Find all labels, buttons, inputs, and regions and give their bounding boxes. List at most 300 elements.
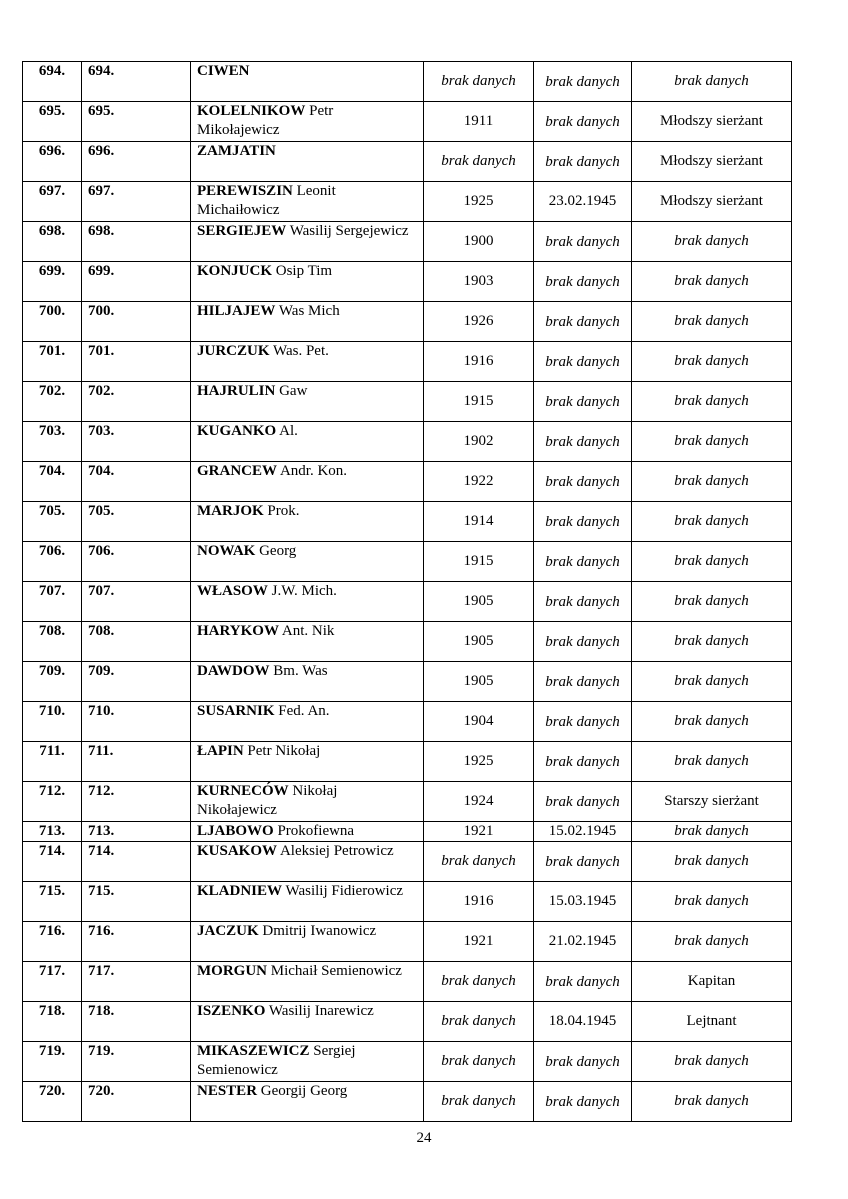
cell-birth-year	[424, 962, 534, 1002]
given-names: Prok.	[267, 503, 300, 519]
death-date: 15.03.1945	[548, 893, 617, 909]
table-row	[23, 1042, 792, 1082]
death-date: brak danych	[545, 73, 620, 90]
death-date: brak danych	[545, 313, 620, 330]
table-row	[23, 782, 792, 822]
table-row	[23, 922, 792, 962]
cell-birth-year	[424, 782, 534, 822]
given-names: Dmitrij Iwanowicz	[262, 923, 377, 939]
cell-number: 706.	[82, 542, 191, 582]
cell-name	[191, 262, 424, 302]
cell-number: 712.	[82, 782, 191, 822]
records-table-body	[23, 62, 792, 1122]
birth-year: 1915	[463, 393, 494, 409]
cell-number: 703.	[82, 422, 191, 462]
surname: KLADNIEW	[197, 883, 283, 899]
surname: SUSARNIK	[197, 703, 275, 719]
given-names: Gaw	[279, 383, 308, 399]
rank: brak danych	[674, 513, 749, 529]
given-names: Was. Pet.	[273, 343, 329, 359]
rank: Starszy sierżant	[664, 793, 759, 809]
birth-year: brak danych	[441, 1053, 516, 1069]
cell-number: 697.	[82, 182, 191, 222]
cell-birth-year	[424, 422, 534, 462]
death-date: brak danych	[545, 153, 620, 170]
cell-number: 696.	[82, 142, 191, 182]
cell-death-date	[534, 662, 632, 702]
rank: Młodszy sierżant	[660, 113, 763, 129]
cell-name	[191, 422, 424, 462]
rank: brak danych	[674, 713, 749, 729]
birth-year: 1914	[463, 513, 494, 529]
cell-rank	[632, 662, 792, 702]
cell-birth-year	[424, 382, 534, 422]
rank: brak danych	[674, 233, 749, 249]
birth-year: 1911	[463, 113, 494, 129]
cell-rank	[632, 382, 792, 422]
rank: brak danych	[674, 353, 749, 369]
cell-ordinal: 719.	[23, 1042, 82, 1082]
cell-ordinal: 716.	[23, 922, 82, 962]
cell-death-date	[534, 822, 632, 842]
death-date: brak danych	[545, 593, 620, 610]
surname: NOWAK	[197, 543, 256, 559]
given-names: Petr Mikołajewicz	[197, 103, 334, 138]
cell-rank	[632, 502, 792, 542]
cell-rank	[632, 1082, 792, 1122]
table-row	[23, 62, 792, 102]
given-names: Wasilij Fidierowicz	[285, 883, 404, 899]
rank: brak danych	[674, 313, 749, 329]
birth-year: 1921	[463, 933, 494, 949]
cell-death-date	[534, 182, 632, 222]
rank: brak danych	[674, 673, 749, 689]
cell-death-date	[534, 1002, 632, 1042]
rank: Lejtnant	[686, 1013, 737, 1029]
cell-death-date	[534, 462, 632, 502]
birth-year: 1905	[463, 673, 494, 689]
cell-ordinal: 697.	[23, 182, 82, 222]
death-date: brak danych	[545, 353, 620, 370]
cell-rank	[632, 702, 792, 742]
cell-ordinal: 694.	[23, 62, 82, 102]
birth-year: brak danych	[441, 973, 516, 989]
death-date: brak danych	[545, 753, 620, 770]
cell-number: 709.	[82, 662, 191, 702]
table-row	[23, 102, 792, 142]
table-row	[23, 342, 792, 382]
given-names: Wasilij Sergejewicz	[289, 223, 409, 239]
cell-rank	[632, 422, 792, 462]
cell-birth-year	[424, 502, 534, 542]
cell-rank	[632, 742, 792, 782]
cell-death-date	[534, 782, 632, 822]
cell-ordinal: 698.	[23, 222, 82, 262]
cell-birth-year	[424, 302, 534, 342]
given-names: Osip Tim	[275, 263, 333, 279]
cell-birth-year	[424, 1002, 534, 1042]
cell-rank	[632, 142, 792, 182]
cell-number: 700.	[82, 302, 191, 342]
rank: brak danych	[674, 893, 749, 909]
cell-birth-year	[424, 622, 534, 662]
cell-rank	[632, 922, 792, 962]
rank: brak danych	[674, 753, 749, 769]
birth-year: 1925	[463, 193, 494, 209]
cell-name	[191, 302, 424, 342]
birth-year: 1924	[463, 793, 494, 809]
cell-rank	[632, 582, 792, 622]
cell-death-date	[534, 142, 632, 182]
death-date: brak danych	[545, 473, 620, 490]
cell-death-date	[534, 102, 632, 142]
cell-birth-year	[424, 882, 534, 922]
cell-name	[191, 502, 424, 542]
birth-year: 1902	[463, 433, 494, 449]
cell-number: 702.	[82, 382, 191, 422]
surname: MARJOK	[197, 503, 264, 519]
cell-rank	[632, 222, 792, 262]
surname: KUSAKOW	[197, 843, 278, 859]
given-names: Andr. Kon.	[279, 463, 348, 479]
cell-death-date	[534, 222, 632, 262]
rank: brak danych	[674, 73, 749, 89]
cell-number: 707.	[82, 582, 191, 622]
rank: brak danych	[674, 823, 749, 839]
birth-year: brak danych	[441, 1013, 516, 1029]
given-names: Georg	[259, 543, 297, 559]
birth-year: brak danych	[441, 1093, 516, 1109]
rank: brak danych	[674, 433, 749, 449]
given-names: Ant. Nik	[281, 623, 335, 639]
cell-birth-year	[424, 62, 534, 102]
given-names: Leonit Michaiłowicz	[197, 183, 336, 218]
table-row	[23, 222, 792, 262]
birth-year: 1916	[463, 353, 494, 369]
cell-birth-year	[424, 262, 534, 302]
cell-birth-year	[424, 662, 534, 702]
cell-death-date	[534, 382, 632, 422]
surname: LJABOWO	[197, 823, 274, 839]
birth-year: brak danych	[441, 153, 516, 169]
death-date: brak danych	[545, 713, 620, 730]
cell-birth-year	[424, 102, 534, 142]
surname: NESTER	[197, 1083, 258, 1099]
birth-year: 1922	[463, 473, 494, 489]
cell-death-date	[534, 702, 632, 742]
cell-name	[191, 622, 424, 662]
surname: GRANCEW	[197, 463, 278, 479]
rank: Młodszy sierżant	[660, 153, 763, 169]
birth-year: 1905	[463, 633, 494, 649]
birth-year: brak danych	[441, 853, 516, 869]
given-names: Aleksiej Petrowicz	[279, 843, 394, 859]
surname: DAWDOW	[197, 663, 270, 679]
cell-rank	[632, 102, 792, 142]
surname: HARYKOW	[197, 623, 279, 639]
birth-year: 1915	[463, 553, 494, 569]
table-row	[23, 302, 792, 342]
cell-death-date	[534, 622, 632, 662]
cell-ordinal: 705.	[23, 502, 82, 542]
cell-number: 713.	[82, 822, 191, 842]
cell-rank	[632, 62, 792, 102]
birth-year: 1904	[463, 713, 494, 729]
rank: brak danych	[674, 473, 749, 489]
table-row	[23, 962, 792, 1002]
given-names: Fed. An.	[278, 703, 330, 719]
rank: Młodszy sierżant	[660, 193, 763, 209]
cell-ordinal: 707.	[23, 582, 82, 622]
table-row	[23, 462, 792, 502]
rank: brak danych	[674, 1053, 749, 1069]
surname: MIKASZEWICZ	[197, 1043, 310, 1059]
cell-ordinal: 703.	[23, 422, 82, 462]
cell-number: 711.	[82, 742, 191, 782]
cell-name	[191, 962, 424, 1002]
cell-number: 708.	[82, 622, 191, 662]
death-date: brak danych	[545, 553, 620, 570]
rank: brak danych	[674, 553, 749, 569]
cell-name	[191, 182, 424, 222]
cell-death-date	[534, 842, 632, 882]
cell-name	[191, 742, 424, 782]
death-date: brak danych	[545, 853, 620, 870]
cell-birth-year	[424, 922, 534, 962]
cell-birth-year	[424, 222, 534, 262]
death-date: brak danych	[545, 273, 620, 290]
cell-name	[191, 582, 424, 622]
given-names: Wasilij Inarewicz	[268, 1003, 374, 1019]
death-date: 18.04.1945	[548, 1013, 617, 1029]
cell-birth-year	[424, 742, 534, 782]
cell-ordinal: 700.	[23, 302, 82, 342]
cell-death-date	[534, 302, 632, 342]
surname: KUGANKO	[197, 423, 277, 439]
death-date: brak danych	[545, 113, 620, 130]
death-date: 15.02.1945	[548, 823, 617, 839]
cell-ordinal: 717.	[23, 962, 82, 1002]
cell-number: 719.	[82, 1042, 191, 1082]
surname: JURCZUK	[197, 343, 270, 359]
cell-birth-year	[424, 702, 534, 742]
cell-death-date	[534, 582, 632, 622]
cell-death-date	[534, 342, 632, 382]
cell-number: 714.	[82, 842, 191, 882]
given-names: Bm. Was	[273, 663, 328, 679]
cell-birth-year	[424, 842, 534, 882]
death-date: brak danych	[545, 393, 620, 410]
cell-rank	[632, 882, 792, 922]
cell-number: 701.	[82, 342, 191, 382]
cell-death-date	[534, 62, 632, 102]
cell-number: 699.	[82, 262, 191, 302]
cell-name	[191, 62, 424, 102]
surname: MORGUN	[197, 963, 267, 979]
cell-birth-year	[424, 1082, 534, 1122]
table-row	[23, 1002, 792, 1042]
cell-ordinal: 709.	[23, 662, 82, 702]
cell-death-date	[534, 542, 632, 582]
cell-name	[191, 222, 424, 262]
table-row	[23, 422, 792, 462]
cell-rank	[632, 262, 792, 302]
cell-name	[191, 382, 424, 422]
table-row	[23, 822, 792, 842]
page-number: 24	[416, 1130, 432, 1146]
cell-ordinal: 696.	[23, 142, 82, 182]
cell-rank	[632, 542, 792, 582]
cell-death-date	[534, 1042, 632, 1082]
cell-number: 718.	[82, 1002, 191, 1042]
death-date: brak danych	[545, 973, 620, 990]
surname: CIWEN	[197, 63, 250, 79]
cell-ordinal: 714.	[23, 842, 82, 882]
cell-name	[191, 1042, 424, 1082]
cell-name	[191, 342, 424, 382]
surname: WŁASOW	[197, 583, 268, 599]
cell-death-date	[534, 962, 632, 1002]
birth-year: brak danych	[441, 73, 516, 89]
cell-death-date	[534, 882, 632, 922]
given-names: Prokofiewna	[277, 823, 355, 839]
cell-name	[191, 842, 424, 882]
cell-birth-year	[424, 542, 534, 582]
rank: brak danych	[674, 273, 749, 289]
cell-number: 715.	[82, 882, 191, 922]
cell-rank	[632, 962, 792, 1002]
cell-birth-year	[424, 1042, 534, 1082]
cell-number: 710.	[82, 702, 191, 742]
given-names: Nikołaj Nikołajewicz	[197, 783, 338, 818]
cell-death-date	[534, 422, 632, 462]
given-names: Sergiej Semienowicz	[197, 1043, 356, 1078]
cell-name	[191, 782, 424, 822]
cell-death-date	[534, 922, 632, 962]
death-date: brak danych	[545, 513, 620, 530]
table-row	[23, 182, 792, 222]
cell-birth-year	[424, 582, 534, 622]
cell-rank	[632, 822, 792, 842]
surname: ŁAPIN	[197, 743, 244, 759]
table-row	[23, 142, 792, 182]
cell-name	[191, 702, 424, 742]
death-date: brak danych	[545, 1093, 620, 1110]
cell-rank	[632, 1002, 792, 1042]
birth-year: 1921	[463, 823, 494, 839]
cell-rank	[632, 182, 792, 222]
death-date: brak danych	[545, 673, 620, 690]
given-names: Al.	[279, 423, 298, 439]
cell-death-date	[534, 742, 632, 782]
cell-ordinal: 708.	[23, 622, 82, 662]
cell-number: 717.	[82, 962, 191, 1002]
cell-death-date	[534, 262, 632, 302]
cell-number: 698.	[82, 222, 191, 262]
cell-ordinal: 710.	[23, 702, 82, 742]
given-names: Was Mich	[278, 303, 340, 319]
surname: ISZENKO	[197, 1003, 266, 1019]
cell-birth-year	[424, 142, 534, 182]
birth-year: 1903	[463, 273, 494, 289]
cell-name	[191, 922, 424, 962]
cell-name	[191, 662, 424, 702]
surname: SERGIEJEW	[197, 223, 287, 239]
given-names: Georgij Georg	[260, 1083, 348, 1099]
given-names: Michaił Semienowicz	[270, 963, 402, 979]
birth-year: 1905	[463, 593, 494, 609]
cell-ordinal: 715.	[23, 882, 82, 922]
cell-birth-year	[424, 182, 534, 222]
rank: brak danych	[674, 393, 749, 409]
cell-ordinal: 699.	[23, 262, 82, 302]
table-row	[23, 502, 792, 542]
cell-number: 720.	[82, 1082, 191, 1122]
cell-number: 716.	[82, 922, 191, 962]
table-row	[23, 542, 792, 582]
table-row	[23, 882, 792, 922]
cell-rank	[632, 342, 792, 382]
records-table	[22, 61, 792, 1122]
cell-ordinal: 701.	[23, 342, 82, 382]
rank: brak danych	[674, 1093, 749, 1109]
surname: JACZUK	[197, 923, 259, 939]
surname: HAJRULIN	[197, 383, 276, 399]
table-row	[23, 1082, 792, 1122]
cell-ordinal: 718.	[23, 1002, 82, 1042]
cell-name	[191, 822, 424, 842]
death-date: brak danych	[545, 633, 620, 650]
surname: KONJUCK	[197, 263, 272, 279]
cell-name	[191, 102, 424, 142]
cell-ordinal: 706.	[23, 542, 82, 582]
table-row	[23, 662, 792, 702]
rank: brak danych	[674, 633, 749, 649]
cell-name	[191, 462, 424, 502]
table-row	[23, 742, 792, 782]
given-names: Petr Nikołaj	[247, 743, 321, 759]
death-date: brak danych	[545, 793, 620, 810]
cell-number: 694.	[82, 62, 191, 102]
cell-death-date	[534, 1082, 632, 1122]
rank: Kapitan	[687, 973, 736, 989]
death-date: brak danych	[545, 233, 620, 250]
table-row	[23, 702, 792, 742]
cell-name	[191, 1082, 424, 1122]
cell-rank	[632, 842, 792, 882]
death-date: 21.02.1945	[548, 933, 617, 949]
surname: HILJAJEW	[197, 303, 276, 319]
cell-rank	[632, 782, 792, 822]
cell-rank	[632, 622, 792, 662]
table-row	[23, 262, 792, 302]
cell-number: 705.	[82, 502, 191, 542]
cell-ordinal: 711.	[23, 742, 82, 782]
death-date: brak danych	[545, 1053, 620, 1070]
table-row	[23, 582, 792, 622]
cell-rank	[632, 1042, 792, 1082]
cell-ordinal: 695.	[23, 102, 82, 142]
cell-name	[191, 882, 424, 922]
death-date: 23.02.1945	[548, 193, 617, 209]
cell-name	[191, 1002, 424, 1042]
table-row	[23, 382, 792, 422]
birth-year: 1926	[463, 313, 494, 329]
cell-ordinal: 713.	[23, 822, 82, 842]
table-row	[23, 842, 792, 882]
cell-ordinal: 720.	[23, 1082, 82, 1122]
cell-rank	[632, 302, 792, 342]
